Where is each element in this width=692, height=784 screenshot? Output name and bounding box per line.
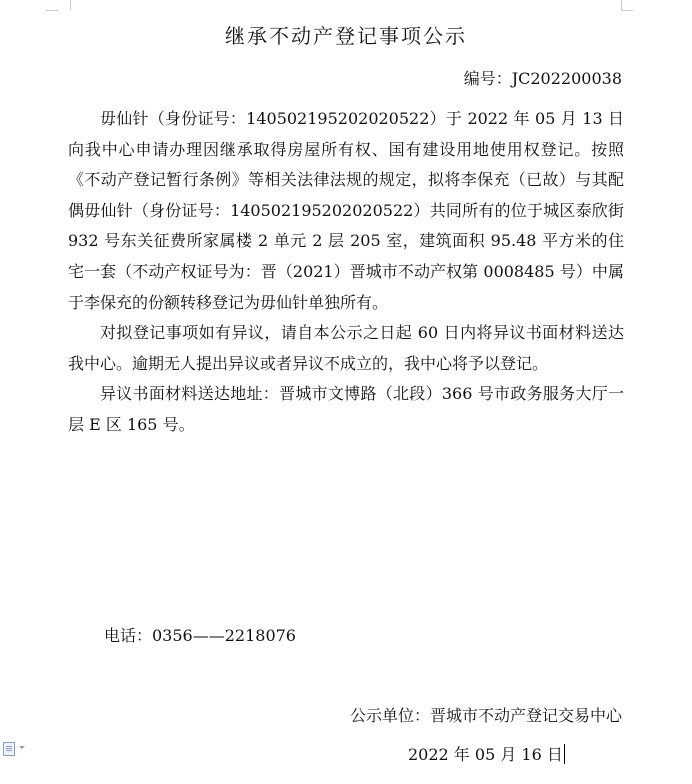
paragraph-objection: 对拟登记事项如有异议，请自本公示之日起 60 日内将异议书面材料送达我中心。逾期无人提出异议或者异议不成立的，我中心将予以登记。 xyxy=(68,323,624,373)
chevron-down-icon[interactable] xyxy=(19,746,25,749)
phone-line: 电话：0356——2218076 xyxy=(104,626,296,645)
date-line[interactable] xyxy=(408,742,565,765)
paragraph-application: 毋仙针（身份证号：140502195202020522）于 2022 年 05 月 13 日向我中心申请办理因继承取得房屋所有权、国有建设用地使用权登记。按照《不动产登记暂行条例》等相关法律法规的规定，拟将李保充（已故）与其配偶毋仙针（身份证号：140502195202020522）共同所有的位于城区泰欣街 932 号东关征费所家属楼 2 单元 2 层 205 室，建筑面积 95.48 平方米的住宅一套（不动产权证号为：晋（2021）晋城市不动产权第 0008485 号）中属于李保充的份额转移登记为毋仙针单独所有。 xyxy=(68,109,624,312)
document-title: 继承不动产登记事项公示 xyxy=(225,24,467,48)
document-icon[interactable] xyxy=(3,742,15,756)
margin-mark-top-right xyxy=(621,0,634,10)
margin-mark-top-left-h xyxy=(46,10,58,11)
margin-mark-top-right-h xyxy=(621,10,633,11)
date-text: 2022 年 05 月 16 日 xyxy=(408,745,563,764)
paragraph-address: 异议书面材料送达地址：晋城市文博路（北段）366 号市政务服务大厅一层 E 区 165 号。 xyxy=(68,384,624,434)
document-number: 编号：JC202200038 xyxy=(463,69,622,88)
text-cursor xyxy=(564,744,565,764)
publisher-line: 公示单位：晋城市不动产登记交易中心 xyxy=(349,706,622,725)
document-body[interactable] xyxy=(68,104,624,441)
margin-mark-top-left xyxy=(58,0,71,10)
